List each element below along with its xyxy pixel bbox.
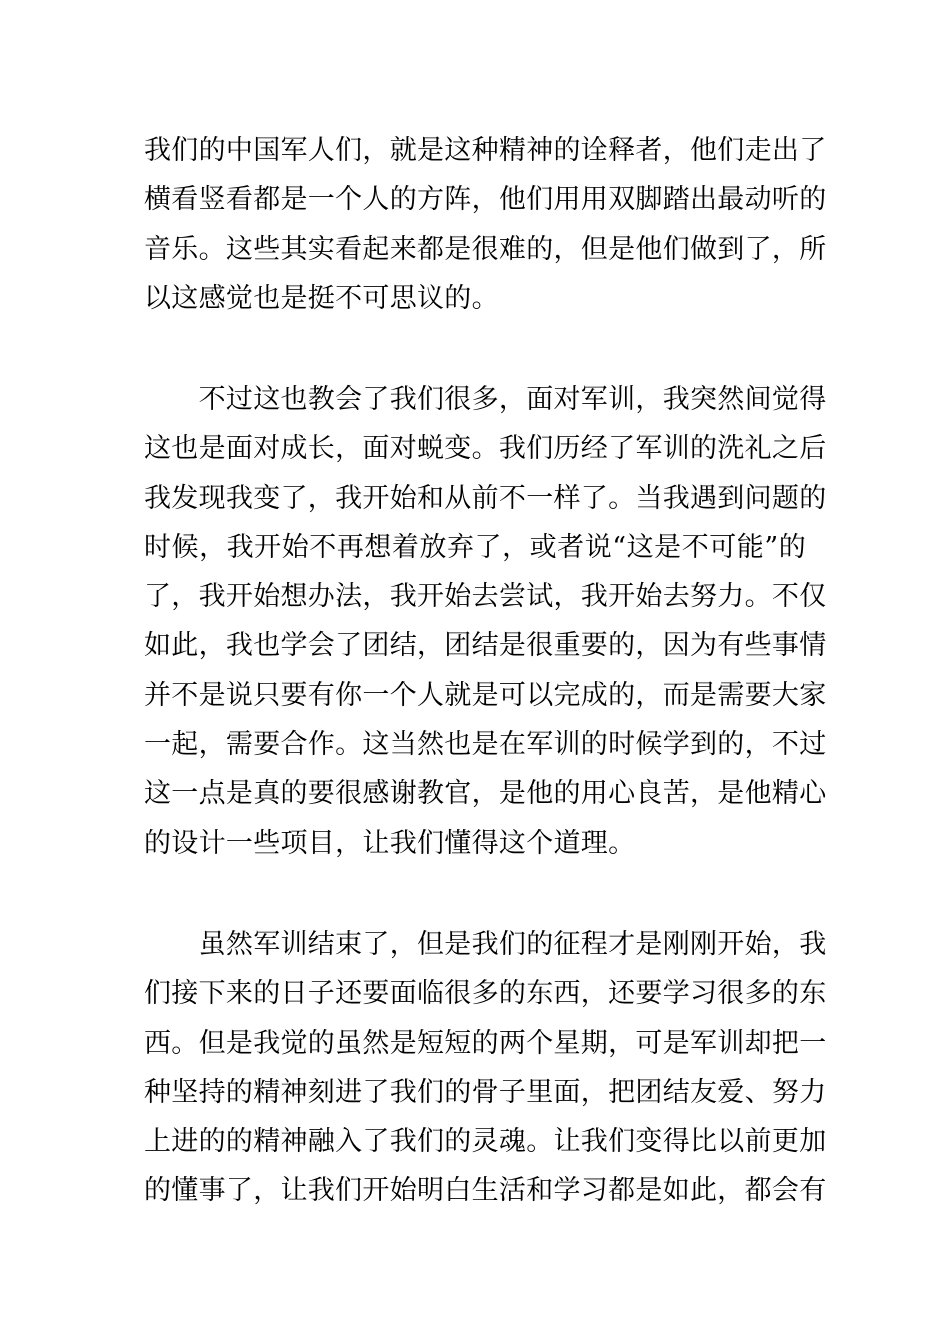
text-line: 这一点是真的要很感谢教官，是他的用心良苦，是他精心 — [144, 778, 827, 810]
text-line: 的设计一些项目，让我们懂得这个道理。 — [144, 827, 636, 859]
text-line: 如此，我也学会了团结，团结是很重要的，因为有些事情 — [144, 630, 827, 662]
text-line: 上进的的精神融入了我们的灵魂。让我们变得比以前更加 — [144, 1126, 827, 1158]
text-line: 们接下来的日子还要面临很多的东西，还要学习很多的东 — [144, 978, 827, 1010]
text-line: 我发现我变了，我开始和从前不一样了。当我遇到问题的 — [144, 482, 827, 514]
text-line: 的懂事了，让我们开始明白生活和学习都是如此，都会有 — [144, 1175, 827, 1207]
text-line: 西。但是我觉的虽然是短短的两个星期，可是军训却把一 — [144, 1027, 827, 1059]
text-line: 种坚持的精神刻进了我们的骨子里面，把团结友爱、努力 — [144, 1076, 827, 1108]
text-line: 以这感觉也是挺不可思议的。 — [144, 282, 499, 314]
text-line: 我们的中国军人们，就是这种精神的诠释者，他们走出了 — [144, 135, 827, 166]
text-line: 一起，需要合作。这当然也是在军训的时候学到的，不过 — [144, 729, 827, 761]
text-line: 了，我开始想办法，我开始去尝试，我开始去努力。不仅 — [144, 581, 827, 613]
paragraph-2 — [144, 375, 827, 868]
text-line: 这也是面对成长，面对蜕变。我们历经了军训的洗礼之后 — [144, 433, 827, 465]
text-line: 时候，我开始不再想着放弃了，或者说“这是不可能”的 — [144, 531, 806, 563]
text-line: 并不是说只要有你一个人就是可以完成的，而是需要大家 — [144, 679, 827, 711]
text-line: 虽然军训结束了，但是我们的征程才是刚刚开始，我 — [144, 929, 827, 960]
text-line: 不过这也教会了我们很多，面对军训，我突然间觉得 — [144, 384, 827, 415]
text-line: 音乐。这些其实看起来都是很难的，但是他们做到了，所 — [144, 233, 827, 265]
paragraph-1 — [144, 126, 827, 323]
text-line: 横看竖看都是一个人的方阵，他们用用双脚踏出最动听的 — [144, 184, 827, 216]
paragraph-3 — [144, 920, 827, 1216]
